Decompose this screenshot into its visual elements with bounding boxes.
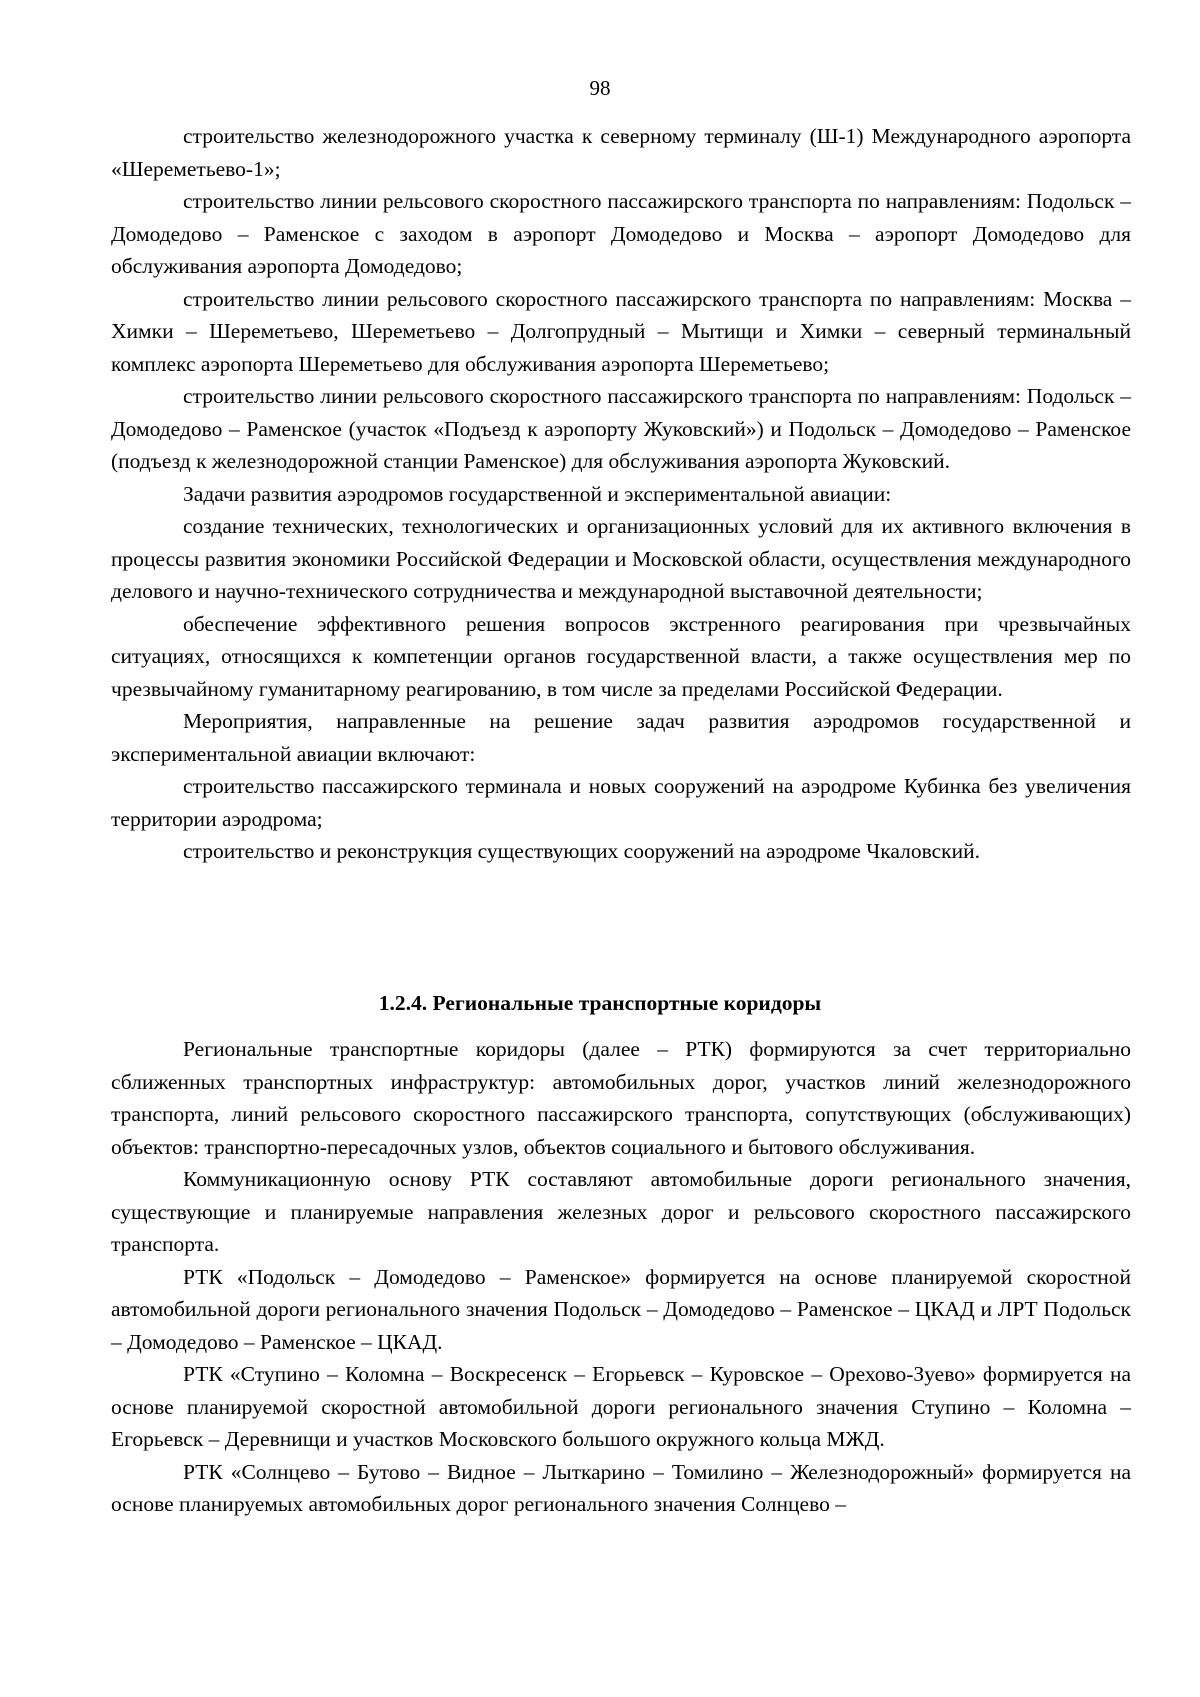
body-text-bottom xyxy=(111,1033,1131,1521)
paragraph: Региональные транспортные коридоры (далее – РТК) формируются за счет территориально сближенных транспортных инфраструктур: автомобильных дорог, участков линий железнодорожного транспорта, линий рельсового скоростного пассажирского транспорта, сопутствующих (обслуживающих) объектов: транспортно-пересадочных узлов, объектов социального и бытового обслуживания. xyxy=(111,1037,1131,1159)
paragraph: создание технических, технологических и организационных условий для их активного включения в процессы развития экономики Российской Федерации и Московской области, осуществления международного делового и научно-технического сотрудничества и международной выставочной деятельности; xyxy=(111,514,1131,603)
body-text-top xyxy=(111,120,1131,868)
paragraph: РТК «Ступино – Коломна – Воскресенск – Егорьевск – Куровское – Орехово-Зуево» формируется на основе планируемой скоростной автомобильной дороги регионального значения Ступино – Коломна – Егорьевск – Деревнищи и участков Московского большого окружного кольца МЖД. xyxy=(111,1362,1131,1451)
paragraph: строительство линии рельсового скоростного пассажирского транспорта по направлениям: Подольск – Домодедово – Раменское (участок «Подъезд к аэропорту Жуковский») и Подольск – Домодедово – Раменское (подъезд к железнодорожной станции Раменское) для обслуживания аэропорта Жуковский. xyxy=(111,384,1131,473)
paragraph: строительство линии рельсового скоростного пассажирского транспорта по направлениям: Москва – Химки – Шереметьево, Шереметьево – Долгопрудный – Мытищи и Химки – северный терминальный комплекс аэропорта Шереметьево для обслуживания аэропорта Шереметьево; xyxy=(111,286,1131,376)
paragraph: РТК «Подольск – Домодедово – Раменское» формируется на основе планируемой скоростной автомобильной дороги регионального значения Подольск – Домодедово – Раменское – ЦКАД и ЛРТ Подольск – Домодедово – Раменское – ЦКАД. xyxy=(111,1264,1131,1354)
paragraph: обеспечение эффективного решения вопросов экстренного реагирования при чрезвычайных ситуациях, относящихся к компетенции органов государственной власти, а также осуществления мер по чрезвычайному гуманитарному реагированию, в том числе за пределами Российской Федерации. xyxy=(111,611,1131,701)
paragraph: Мероприятия, направленные на решение задач развития аэродромов государственной и экспериментальной авиации включают: xyxy=(111,709,1131,766)
paragraph: строительство железнодорожного участка к северному терминалу (Ш-1) Международного аэропорта «Шереметьево-1»; xyxy=(111,124,1131,181)
paragraph: РТК «Солнцево – Бутово – Видное – Лыткарино – Томилино – Железнодорожный» формируется на основе планируемых автомобильных дорог регионального значения Солнцево – xyxy=(111,1459,1131,1516)
section-heading: 1.2.4. Региональные транспортные коридоры xyxy=(378,991,822,1015)
paragraph: строительство и реконструкция существующих сооружений на аэродроме Чкаловский. xyxy=(183,839,980,863)
paragraph: Задачи развития аэродромов государственной и экспериментальной авиации: xyxy=(183,481,892,506)
paragraph: строительство пассажирского терминала и новых сооружений на аэродроме Кубинка без увеличения территории аэродрома; xyxy=(111,774,1131,831)
page-number: 98 xyxy=(589,76,611,100)
paragraph: Коммуникационную основу РТК составляют автомобильные дороги регионального значения, существующие и планируемые направления железных дорог и рельсового скоростного пассажирского транспорта. xyxy=(111,1167,1131,1256)
paragraph: строительство линии рельсового скоростного пассажирского транспорта по направлениям: Подольск – Домодедово – Раменское с заходом в аэропорт Домодедово и Москва – аэропорт Домодедово для обслуживания аэропорта Домодедово; xyxy=(111,189,1131,278)
